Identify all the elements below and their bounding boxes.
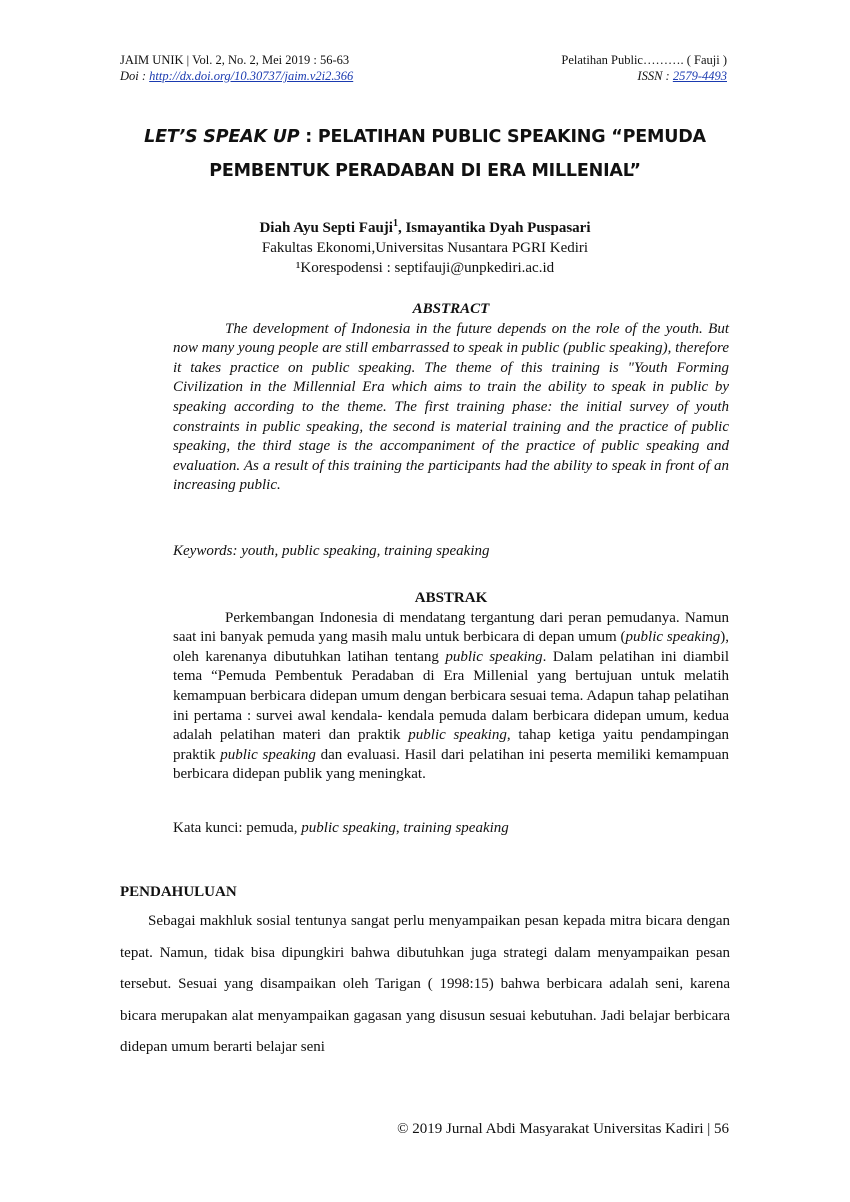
author-names: Diah Ayu Septi Fauji$^1$, Ismayantika Dyah Puspasari [259, 218, 591, 236]
issn-link[interactable]: 2579-4493 [672, 69, 727, 83]
page-footer: © 2019 Jurnal Abdi Masyarakat Universitas Kadiri | 56 [397, 1121, 729, 1137]
title-lead: LET’S SPEAK UP [144, 127, 300, 147]
keywords-indonesian: Kata kunci: pemuda, public speaking, training speaking [173, 820, 509, 836]
keywords-english: Keywords: youth, public speaking, training speaking [173, 543, 490, 559]
author-block [120, 214, 730, 278]
journal-volume-info: JAIM UNIK | Vol. 2, No. 2, Mei 2019 : 56-63 [120, 53, 350, 67]
abstract-body: The development of Indonesia in the future depends on the role of the youth. But now many young people are still embarrassed to speak in public (public speaking), therefore it takes practice on public speaking. The theme of this training is "Youth Forming Civilization in the Millennial Era which aims to train the ability to speak in public by speaking according to the theme. The first training phase: the initial survey of youth constraints in public speaking, the second is material training and the practice of public speaking, the third stage is the accompaniment of the practice of public speaking and evaluation. As a result of this training the participants had the ability to speak in front of an increasing public. [173, 320, 729, 494]
section-heading-introduction: PENDAHULUAN [120, 884, 237, 900]
abstract-indonesian [173, 589, 729, 785]
doi-link[interactable]: http://dx.doi.org/10.30737/jaim.v2i2.366 [149, 69, 354, 83]
abstrak-body: Perkembangan Indonesia di mendatang tergantung dari peran pemudanya. Namun saat ini banyak pemuda yang masih malu untuk berbicara di depan umum (public speaking), oleh karenanya dibutuhkan latihan tentang public speaking. Dalam pelatihan ini diambil tema “Pemuda Pembentuk Peradaban di Era Millenial yang bertujuan untuk melatih kemampuan berbicara didepan umum dengan berbicara sesuai tema. Adapun tahap pelatihan ini pertama : survei awal kendala- kendala pemuda dalam berbicara didepan umum, kedua adalah pelatihan materi dan praktik public speaking, tahap ketiga yaitu pendampingan praktik public speaking dan evaluasi. Hasil dari pelatihan ini peserta memiliki kemampuan berbicara didepan publik yang meningkat. [173, 609, 729, 783]
paper-title [80, 120, 770, 188]
correspondence: ¹Korespodensi : septifauji@unpkediri.ac.id [295, 260, 555, 276]
issn-line: ISSN : 2579-4493 [637, 69, 727, 83]
abstrak-heading: ABSTRAK [414, 590, 488, 606]
abstract-heading: ABSTRACT [412, 301, 490, 317]
running-header-right [561, 52, 727, 84]
title-line-2: PEMBENTUK PERADABAN DI ERA MILLENIAL” [209, 161, 641, 181]
title-line-1: LET’S SPEAK UP : PELATIHAN PUBLIC SPEAKING “PEMUDA [144, 127, 706, 147]
abstract-english [173, 300, 729, 496]
introduction-paragraph: Sebagai makhluk sosial tentunya sangat perlu menyampaikan pesan kepada mitra bicara dengan tepat. Namun, tidak bisa dipungkiri bahwa dibutuhkan juga strategi dalam menyampaikan pesan tersebut. Sesuai yang disampaikan oleh Tarigan ( 1998:15) bahwa berbicara adalah seni, karena bicara merupakan alat menyampaikan gagasan yang disusun sesuai kebutuhan. Jadi belajar berbicara didepan umum berarti belajar seni [120, 913, 730, 1055]
doi-line: Doi : http://dx.doi.org/10.30737/jaim.v2i2.366 [120, 69, 354, 83]
affiliation: Fakultas Ekonomi,Universitas Nusantara PGRI Kediri [261, 240, 589, 256]
running-header-left [120, 52, 353, 84]
short-title: Pelatihan Public………. ( Fauji ) [561, 53, 727, 67]
